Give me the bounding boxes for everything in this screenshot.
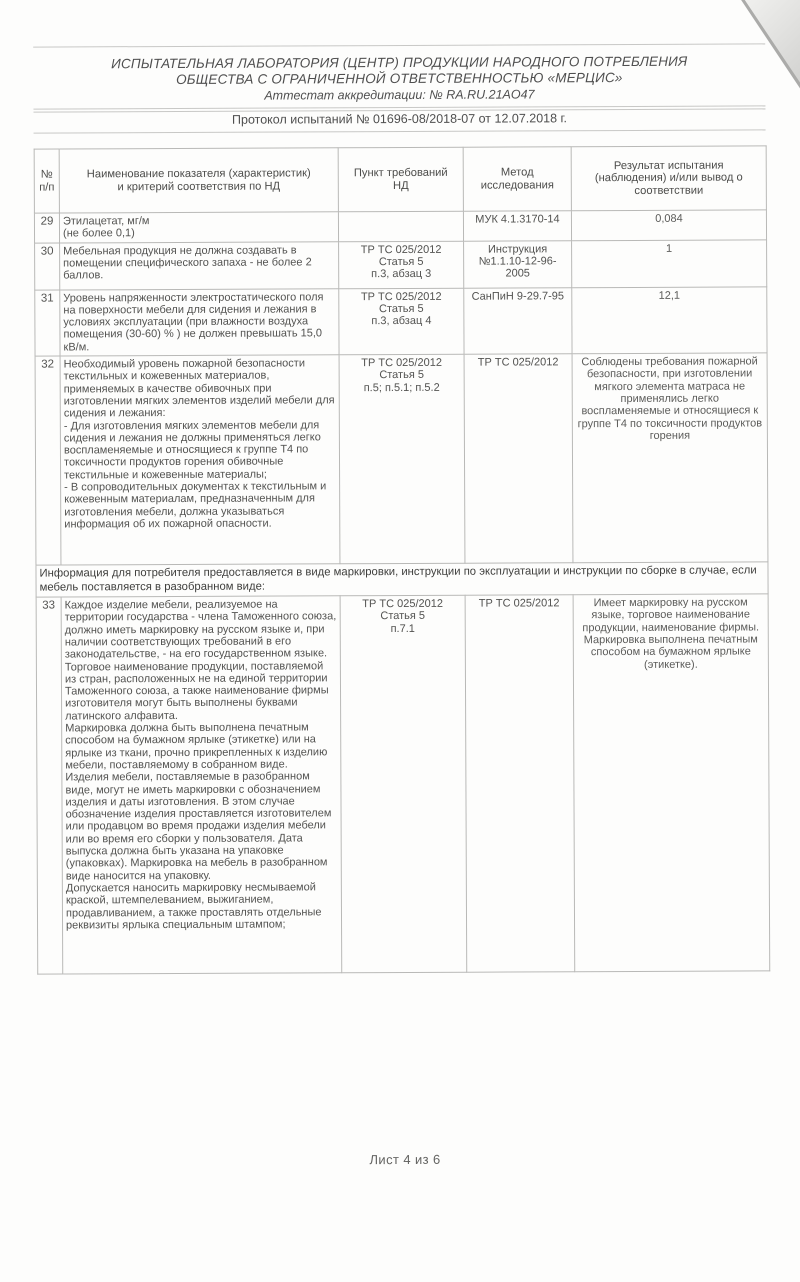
row31-num: 31: [35, 290, 60, 357]
letterhead: [33, 43, 765, 112]
row33-num: 33: [36, 597, 63, 974]
consumer-info-note: Информация для потребителя предоставляется в виде маркировки, инструкции по эксплуатации и инструкции по сборке в случае, если мебель поставляется в разобранном виде:: [36, 562, 768, 597]
col-header-num: № п/п: [34, 149, 59, 213]
table-row-32: [35, 353, 768, 565]
row33-name: Каждое изделие мебели, реализуемое на территории государства - члена Таможенного союза, должно иметь маркировку на русском языке и, при наличии соответствующих требований в его законодательстве, - на его государственном языке. Торговое наименование продукции, поставляемой из стран, расположенных не на единой территории Таможенного союза, а также наименование фирмы изготовителя могут быть выполнены буквами латинского алфавита. Маркировка должна быть выполнена печатным способом на бумажном ярлыке (этикетке) или на ярлыке из ткани, прочно прикрепленных к изделию мебели, поставляемому в собранном виде. Изделия мебели, поставляемые в разобранном виде, могут не иметь маркировки с обозначением изделия и даты изготовления. В этом случае обозначение изделия проставляется изготовителем или продавцом во время продажи изделия мебели или во время его сборки у пользователя. Дата выпуска должна быть указана на упаковке (упаковках). Маркировка на мебель в разобранном виде наносится на упаковку. Допускается наносить маркировку несмываемой краской, штемпелеванием, выжиганием, продавливанием, а также проставлять отдельные реквизиты ярлыка специальным штампом;: [61, 596, 342, 974]
row30-num: 30: [35, 243, 60, 290]
row30-method: Инструкция №1.1.10-12-96- 2005: [464, 240, 572, 287]
row31-req: ТР ТС 025/2012 Статья 5 п.3, абзац 4: [339, 288, 464, 355]
row32-result: Соблюдены требования пожарной безопасности, при изготовлении мягкого элемента матраса не применялись легко воспламеняемые и относящиеся к группе Т4 по токсичности продуктов горения: [572, 353, 768, 563]
row29-result: 0,084: [571, 210, 766, 240]
table-header-row: [34, 146, 766, 213]
lab-name-line1: ИСПЫТАТЕЛЬНАЯ ЛАБОРАТОРИЯ (ЦЕНТР) ПРОДУКЦИИ НАРОДНОГО ПОТРЕБЛЕНИЯ: [111, 53, 688, 72]
results-table: [34, 145, 771, 974]
row31-method: СанПиН 9-29.7-95: [464, 287, 572, 354]
row32-req: ТР ТС 025/2012 Статья 5 п.5; п.5.1; п.5.2: [339, 354, 465, 564]
table-row-29: [34, 210, 766, 243]
col-header-name: Наименование показателя (характеристик) и критерий соответствия по НД: [59, 148, 338, 213]
table-row-30: [35, 239, 767, 289]
col-header-result: Результат испытания (наблюдения) и/или вывод о соответствии: [571, 146, 766, 211]
row30-name: Мебельная продукция не должна создавать в помещении специфического запаха - не более 2 баллов.: [60, 241, 339, 289]
col-header-req: Пункт требований НД: [338, 147, 463, 212]
table-row-31: [35, 286, 767, 356]
lab-name-line2: ОБЩЕСТВА С ОГРАНИЧЕННОЙ ОТВЕТСТВЕННОСТЬЮ «МЕРЦИС»: [176, 69, 623, 87]
row31-result: 12,1: [572, 286, 767, 353]
row32-name: Необходимый уровень пожарной безопасности текстильных и кожевенных материалов, применяемых в качестве обивочных при изготовлении мягких элементов изделий мебели для сидения и лежания: - Для изготовления мягких элементов мебели для сидения и лежания не должны применяться легко воспламеняемые и относящиеся к группе Т4 по токсичности продуктов горения обивочные текстильные и кожевенные материалы; - В сопроводительных документах к текстильным и кожевенным материалам, предназначенным для изготовления мебели, должна указываться информация об их пожарной опасности.: [60, 355, 340, 565]
row30-req: ТР ТС 025/2012 Статья 5 п.3, абзац 3: [339, 241, 464, 289]
row29-num: 29: [34, 213, 59, 243]
row29-name: Этилацетат, мг/м (не более 0,1): [59, 212, 338, 243]
page-number-label: Лист 4 из 6: [369, 1151, 441, 1168]
row29-method: МУК 4.1.3170-14: [463, 211, 571, 241]
row32-method: ТР ТС 025/2012: [464, 354, 573, 563]
row32-num: 32: [35, 356, 61, 565]
accreditation-line: Аттестат аккредитации: № RA.RU.21AO47: [264, 87, 535, 103]
protocol-title: Протокол испытаний № 01696-08/2018-07 от 12.07.2018 г.: [33, 105, 765, 133]
row33-result: Имеет маркировку на русском языке, торговое наименование продукции, наименование фирмы. Маркировка выполнена печатным способом на бумажном ярлыке (этикетке).: [573, 594, 770, 972]
row33-method: ТР ТС 025/2012: [465, 595, 575, 972]
row33-req: ТР ТС 025/2012 Статья 5 п.7.1: [340, 595, 467, 973]
table-section-row: [36, 562, 768, 597]
row29-req: [338, 211, 463, 241]
row31-name: Уровень напряженности электростатического поля на поверхности мебели для сидения и лежания в условиях эксплуатации (при влажности воздуха помещения (30-60) % ) не должен превышать 15,0 кВ/м.: [60, 288, 339, 356]
col-header-method: Метод исследования: [463, 147, 571, 211]
table-row-33: [36, 594, 770, 974]
row30-result: 1: [572, 239, 767, 287]
